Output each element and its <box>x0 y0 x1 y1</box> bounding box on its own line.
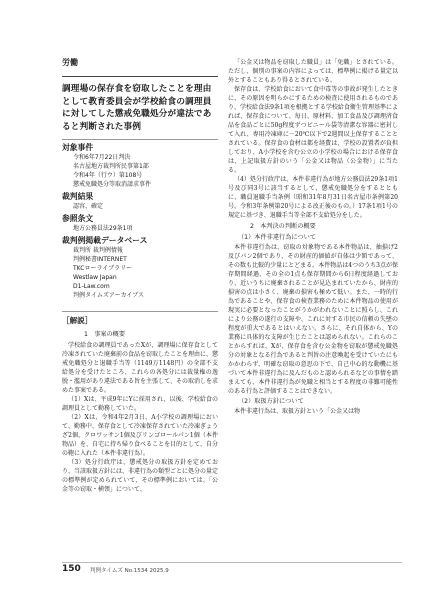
meta-statute <box>62 213 218 233</box>
category-label: 労働 <box>62 58 78 67</box>
commentary-heading: ［解説］ <box>62 316 93 326</box>
subheading: 1 事案の概要 <box>84 331 126 339</box>
paragraph: 保存食は、学校給食において食中毒等の事故が発生したときに、その原因を明らかにするための検査に使用されるものであり、学校給食法9条1項を根拠とする学校給食衛生管理基準によれば、保存食について、毎日、原材料、加工食品及び調理済食品を食品ごとに50g程度ずつビニール袋等清潔な容器に密封して入れ、専用冷凍庫に－20℃以下で2週間以上保存することとされている。保存食の食材は都を経費は、学校の設置者が負担しており、A小学校を含む公立の小学校の場合における保存食は、上記取扱方針のいう「公金又は物品（公金物）」に当たる。 <box>228 86 398 174</box>
meta-line: 名古屋地方裁判所民事第1部 <box>73 163 149 171</box>
subheading: （1）本件非違行為について <box>238 234 317 241</box>
meta-result <box>62 191 218 211</box>
case-metadata <box>62 142 218 300</box>
paragraph: 本件非違行為は、窃取の対象物である本件物品は、抽損げ2及びパン2個であり、その財産的価値が自体は少額であって、その数も比較的少量にとどまる。本件物品は4つのうち3点が保存期間経過、その全の1点も保存期間から6日程度経過しており、近いうちに廃棄されることが見込まれていたから、財産的損害の点は小さく、廃棄の損害も極めて低い。また、一時的行為であることや、保存食の検査業務のために本件物品の使用が現実に必要となったことがうかがわれないことに照らし、これにより公務の遂行の支障や、これに対する市民の信頼の失墜の程度が重大であるとはいえない。さらに、それ自体から、Yの業務に具体的な支障が生じたことは認められない。これらのことからすれば、Xが、保存食を含む公金物を窃取が懲戒免職処分の対象となる行為であると判旨の注意喚起を受けていたにもかかわらず、明確な窃取の意思の下で、自己中心的な動機に基づいて本件非違行為に及んだものと認められるなどの事情を踏まえても、本件非違行為が免職と相当とする程度の非難可能性のある行為と評価することはできない。 <box>228 244 398 395</box>
meta-heading: 対象事件 <box>62 143 94 153</box>
page-number: 150 <box>62 564 81 574</box>
meta-line: 認容、確定 <box>73 203 104 211</box>
footer-rule <box>62 562 402 563</box>
paragraph: 「公金又は物品を窃取した職員」は「免職」とされている。ただし、個別の事案の内容によっては、標準例に掲げる量定以外とすることもあり得るとされている。 <box>228 59 398 84</box>
subheading: 2 本判決の判断の概要 <box>250 223 316 230</box>
meta-line: 判例秘書INTERNET <box>73 256 127 264</box>
meta-line: D1-Law.com <box>73 283 110 291</box>
meta-line: 地方公務員法29条1項 <box>73 225 133 233</box>
journal-citation: 判例タイムズ No.1534 2025.9 <box>90 568 169 574</box>
meta-line: Westlaw Japan <box>73 274 117 282</box>
paragraph: 学校給食の調理員であったXが、調理場に保存食として冷凍されていた廃棄前の食品を窃取したことを理由に、懲戒免職処分と退職手当等（1149万1148円）の全部不支給処分を受けたところ、これらの各処分には裁量権の逸脱・濫用があり違法である旨を主張して、その取消しを求めた事案である。 <box>62 342 219 395</box>
meta-heading: 参照条文 <box>62 214 94 224</box>
left-body-text <box>62 330 218 494</box>
meta-line: TKCローライブラリー <box>73 265 133 273</box>
paragraph: （3）処分行政庁は、懲戒処分の取扱方針を定めており、当該取扱方針には、非違行為の類型ごとに処分の量定の標準例が定められていて、その標準例においては、「公金等の窃取・横領」について、 <box>62 459 219 494</box>
section-rule <box>62 311 218 312</box>
meta-case <box>62 142 218 189</box>
subheading: （2）取扱方針について <box>238 398 304 405</box>
meta-line: 判例タイムズアーカイブス <box>73 292 144 300</box>
paragraph: （2）Xは、令和4年2月3日、A小学校の調理場において、勤務中、保存食として冷凍保存されていた冷凍ぎょうざ2個、クロワッサン1個及びリンゴロールパン1個（本件物品）を、自宅に持ち帰り食べることを目的として、自分の鞄に入れた（本件非違行為）。 <box>62 414 218 458</box>
headline: 調理場の保存食を窃取したことを理由として教育委員会が学校給食の調理員に対してした懲戒免職処分が違法であると判断された事例 <box>62 84 212 132</box>
meta-line: 裁判所 裁判例情報 <box>73 247 123 255</box>
paragraph: 本件非違行為は、取扱方針という「公金又は物 <box>234 408 361 415</box>
paragraph: （1）Xは、平成9年にYに採用され、以後、学校給食の調理員として勤務していた。 <box>62 396 218 413</box>
meta-heading: 裁判例掲載データベース <box>62 236 148 246</box>
top-rule <box>62 76 218 77</box>
left-column <box>62 58 218 494</box>
headline-rule <box>62 139 218 140</box>
paragraph: （4）処分行政庁は、本件非違行為が地方公務員法29条1項1号及び同3号に該当するとして、懲戒免職処分をするとともに、職員退職手当条例（昭和31年8月31日名古屋市条例第20号。令和3年条例第20号による改正後のもの。）17条1項1号の規定に基づき、退職手当等全部不支給処分をした。 <box>228 176 398 219</box>
meta-line: 令和6年7月22日判決 <box>73 154 131 162</box>
right-column <box>228 58 398 416</box>
meta-line: 懲戒免職処分等取消請求事件 <box>73 181 152 189</box>
meta-heading: 裁判結果 <box>62 192 94 202</box>
meta-line: 令和4年（行ウ）第108号 <box>73 172 143 180</box>
meta-databases <box>62 235 218 300</box>
